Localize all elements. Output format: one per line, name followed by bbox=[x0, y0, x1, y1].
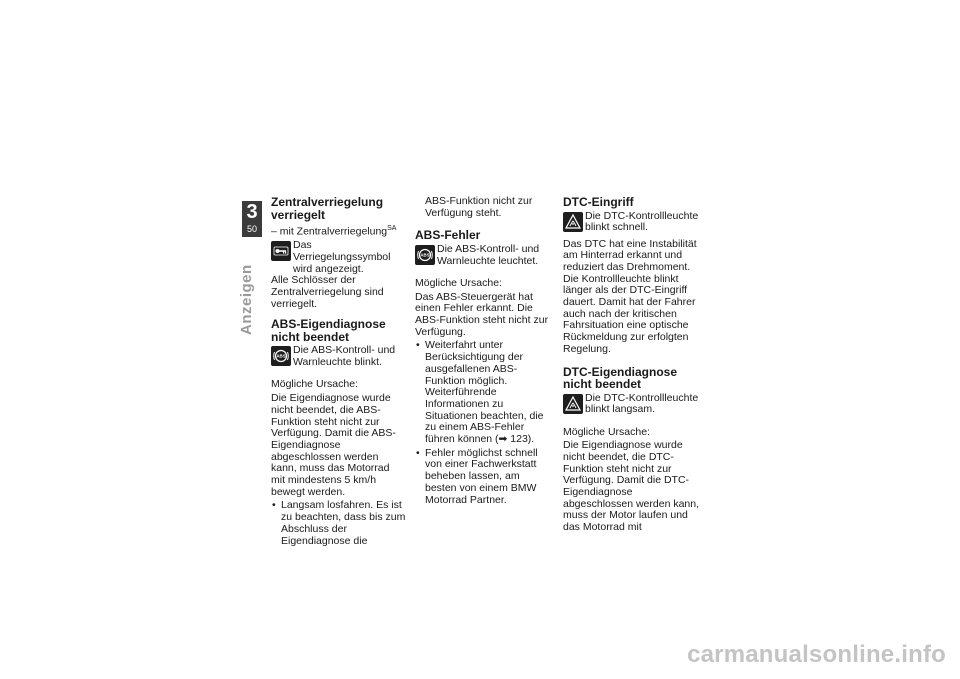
bullet-icon: • bbox=[272, 499, 276, 512]
paragraph: Das DTC hat eine Instabilität am Hinterrad erkannt und reduziert das Drehmoment. Die Kontrollleuchte blinkt länger als der DTC-Eingriff dauert. Damit hat der Fahrer auch nach der kritischen Fahrsituation eine optische Rückmeldung zur erfolgten Regelung. bbox=[563, 237, 697, 355]
lock-indicator-row bbox=[271, 240, 406, 275]
svg-text:ABS: ABS bbox=[420, 252, 430, 258]
paragraph: Die Eigendiagnose wurde nicht beendet, die ABS-Funktion steht nicht zur Verfügung. Damit die ABS-Eigendiagnose abgeschlossen werden kann, muss das Motorrad mit mindestens 5 km/h bewegt werden. bbox=[271, 392, 396, 498]
column-3 bbox=[563, 196, 703, 536]
heading-abs-error: ABS-Fehler bbox=[415, 228, 481, 243]
chapter-badge bbox=[242, 201, 262, 237]
dtc-slow-indicator-text: Die DTC-Kontrollleuchte blinkt langsam. bbox=[585, 391, 699, 416]
column-1 bbox=[271, 196, 406, 549]
abs-warning-icon bbox=[415, 245, 435, 265]
abs-error-indicator-text: Die ABS-Kontroll- und Warnleuchte leuchtet. bbox=[437, 242, 540, 267]
column-2 bbox=[415, 196, 550, 508]
abs-indicator-row bbox=[271, 345, 406, 373]
dtc-indicator-text: Die DTC-Kontrollleuchte blinkt schnell. bbox=[585, 209, 699, 234]
heading-central-locking: Zentralverriegelung verriegelt bbox=[271, 195, 384, 222]
list-item: • Weiterfahrt unter Berücksichtigung der ausgefallenen ABS-Funktion möglich. Weiterführende Informationen zu Situationen beachten, die zu einem ABS-Fehler führen können (➡ 123). bbox=[416, 339, 544, 446]
page-number: 50 bbox=[246, 224, 257, 234]
paragraph: Das ABS-Steuergerät hat einen Fehler erkannt. Die ABS-Funktion steht nicht zur Verfügung. bbox=[415, 290, 549, 338]
abs-indicator-text: Die ABS-Kontroll- und Warnleuchte blinkt. bbox=[293, 344, 396, 369]
watermark: carmanualsonline.info bbox=[687, 641, 946, 668]
svg-text:ABS: ABS bbox=[276, 354, 286, 360]
paragraph: Mögliche Ursache: bbox=[563, 425, 650, 438]
abs-error-indicator-row bbox=[415, 244, 550, 272]
heading-dtc-intervention: DTC-Eingriff bbox=[563, 195, 634, 209]
chapter-side-label: Anzeigen bbox=[238, 264, 255, 335]
paragraph: Alle Schlösser der Zentralverriegelung sind verriegelt. bbox=[271, 274, 384, 310]
heading-dtc-self-diagnosis: DTC-Eigendiagnose nicht beendet bbox=[563, 364, 678, 392]
dtc-warning-icon bbox=[563, 394, 583, 414]
abs-warning-icon bbox=[271, 346, 291, 366]
lock-indicator-text: Das Verriegelungssymbol wird angezeigt. bbox=[293, 239, 391, 275]
key-icon bbox=[271, 241, 291, 261]
list-item: • Langsam losfahren. Es ist zu beachten, dass bis zum Abschluss der Eigendiagnose die bbox=[272, 499, 406, 547]
paragraph: Mögliche Ursache: bbox=[271, 378, 358, 391]
dtc-warning-icon bbox=[563, 212, 583, 232]
bullet-icon: • bbox=[416, 446, 420, 459]
paragraph-continued: ABS-Funktion nicht zur Verfügung steht. bbox=[425, 195, 533, 219]
paragraph: Mögliche Ursache: bbox=[415, 276, 502, 289]
paragraph: Die Eigendiagnose wurde nicht beendet, die DTC-Funktion steht nicht zur Verfügung. Damit die DTC-Eigendiagnose abgeschlossen werden kann, muss der Motor laufen und das Motorrad mit bbox=[563, 439, 700, 534]
chapter-number: 3 bbox=[246, 201, 258, 223]
list-item: • Fehler möglichst schnell von einer Fachwerkstatt beheben lassen, am besten von einem BMW Motorrad Partner. bbox=[416, 446, 538, 506]
heading-abs-self-diagnosis: ABS-Eigendiagnose nicht beendet bbox=[271, 317, 386, 344]
dtc-slow-indicator-row bbox=[563, 393, 703, 421]
bullet-icon: • bbox=[416, 339, 420, 352]
dtc-indicator-row bbox=[563, 211, 703, 239]
option-note: – mit Zentralverriegelung$^{SA}$ bbox=[271, 225, 397, 238]
